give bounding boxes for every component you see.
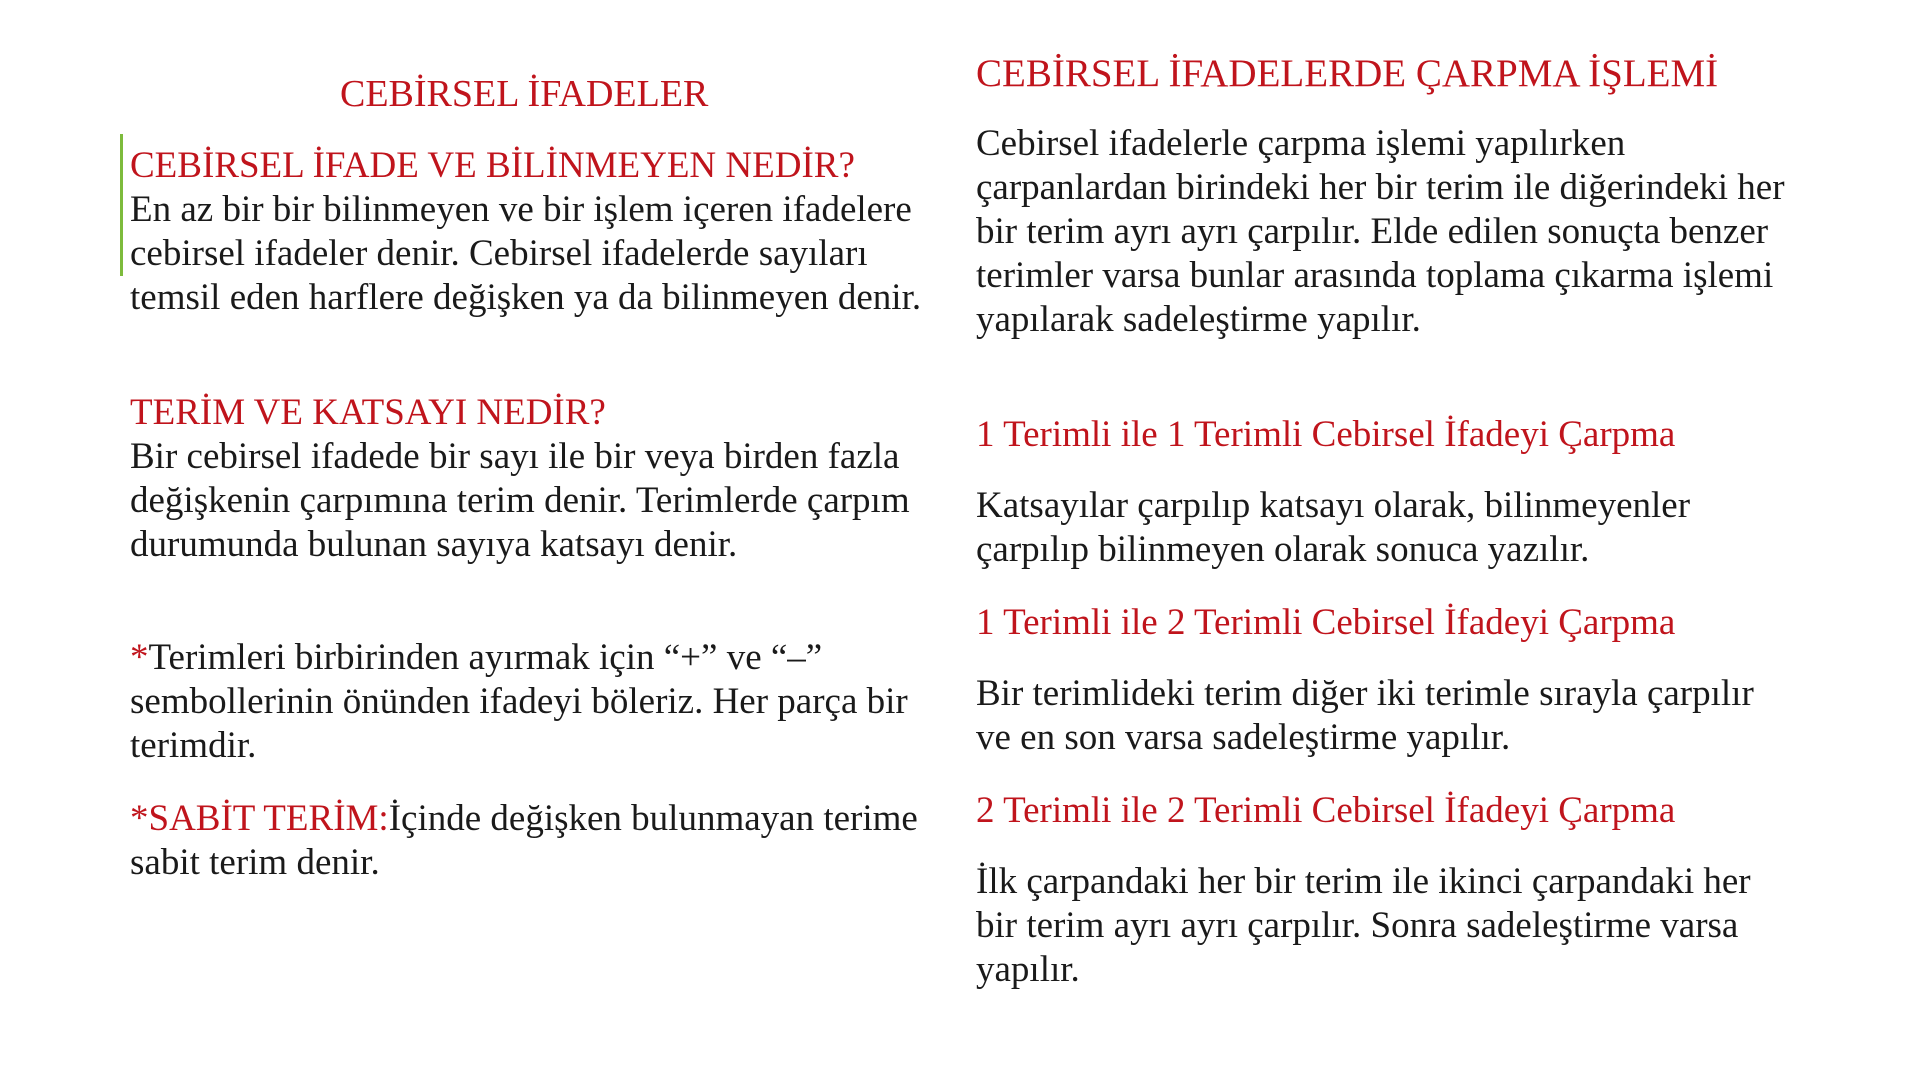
intro-body: Cebirsel ifadelerle çarpma işlemi yapılırken çarpanlardan birindeki her bir terim ile diğerindeki her bir terim ayrı ayrı çarpılır. Elde edilen sonuçta benzer terimler varsa bunlar arasında toplama çıkarma işlemi yapılarak sadeleştirme yapılır. [976, 123, 1785, 340]
section-heading: TERİM VE KATSAYI NEDİR? [130, 392, 606, 433]
note-paragraph [130, 636, 940, 768]
section-terim-katsayi [130, 391, 940, 567]
section-2x2 [976, 789, 1796, 833]
section-heading: 1 Terimli ile 2 Terimli Cebirsel İfadeyi Çarpma [976, 602, 1676, 643]
left-title: CEBİRSEL İFADELER [340, 73, 709, 115]
section-body: Bir terimlideki terim diğer iki terimle sırayla çarpılır ve en son varsa sadeleştirme yapılır. [976, 673, 1754, 758]
section-2x2-body [976, 860, 1796, 992]
section-body: Bir cebirsel ifadede bir sayı ile bir veya birden fazla değişkenin çarpımına terim denir. Terimlerde çarpım durumunda bulunan sayıya katsayı denir. [130, 436, 910, 565]
section-1x1-body [976, 484, 1796, 572]
section-body: Katsayılar çarpılıp katsayı olarak, bilinmeyenler çarpılıp bilinmeyen olarak sonuca yazılır. [976, 485, 1691, 570]
section-heading: CEBİRSEL İFADE VE BİLİNMEYEN NEDİR? [130, 145, 855, 186]
note-sabit-terim [130, 797, 940, 885]
section-heading: 2 Terimli ile 2 Terimli Cebirsel İfadeyi Çarpma [976, 790, 1676, 831]
right-title: CEBİRSEL İFADELERDE ÇARPMA İŞLEMİ [976, 52, 1719, 95]
note-paragraph [130, 797, 940, 885]
section-1x2-body [976, 672, 1796, 760]
note-label: *SABİT TERİM: [130, 798, 389, 839]
note-marker: * [130, 637, 149, 678]
note-terimleri-ayirma [130, 636, 940, 768]
section-1x2 [976, 601, 1796, 645]
section-1x1 [976, 413, 1796, 457]
section-cebirsel-ifade [130, 144, 940, 320]
note-text: İçinde değişken bulunmayan terime sabit terim denir. [130, 798, 918, 883]
section-body: En az bir bir bilinmeyen ve bir işlem içeren ifadelere cebirsel ifadeler denir. Cebirsel ifadelerde sayıları temsil eden harflere değişken ya da bilinmeyen denir. [130, 189, 922, 318]
section-heading: 1 Terimli ile 1 Terimli Cebirsel İfadeyi Çarpma [976, 414, 1676, 455]
note-text: Terimleri birbirinden ayırmak için “+” ve “–” sembollerinin önünden ifadeyi böleriz. Her parça bir terimdir. [130, 637, 908, 766]
section-body: İlk çarpandaki her bir terim ile ikinci çarpandaki her bir terim ayrı ayrı çarpılır. Sonra sadeleştirme varsa yapılır. [976, 861, 1751, 990]
accent-bar [120, 134, 123, 276]
right-intro [976, 122, 1796, 342]
